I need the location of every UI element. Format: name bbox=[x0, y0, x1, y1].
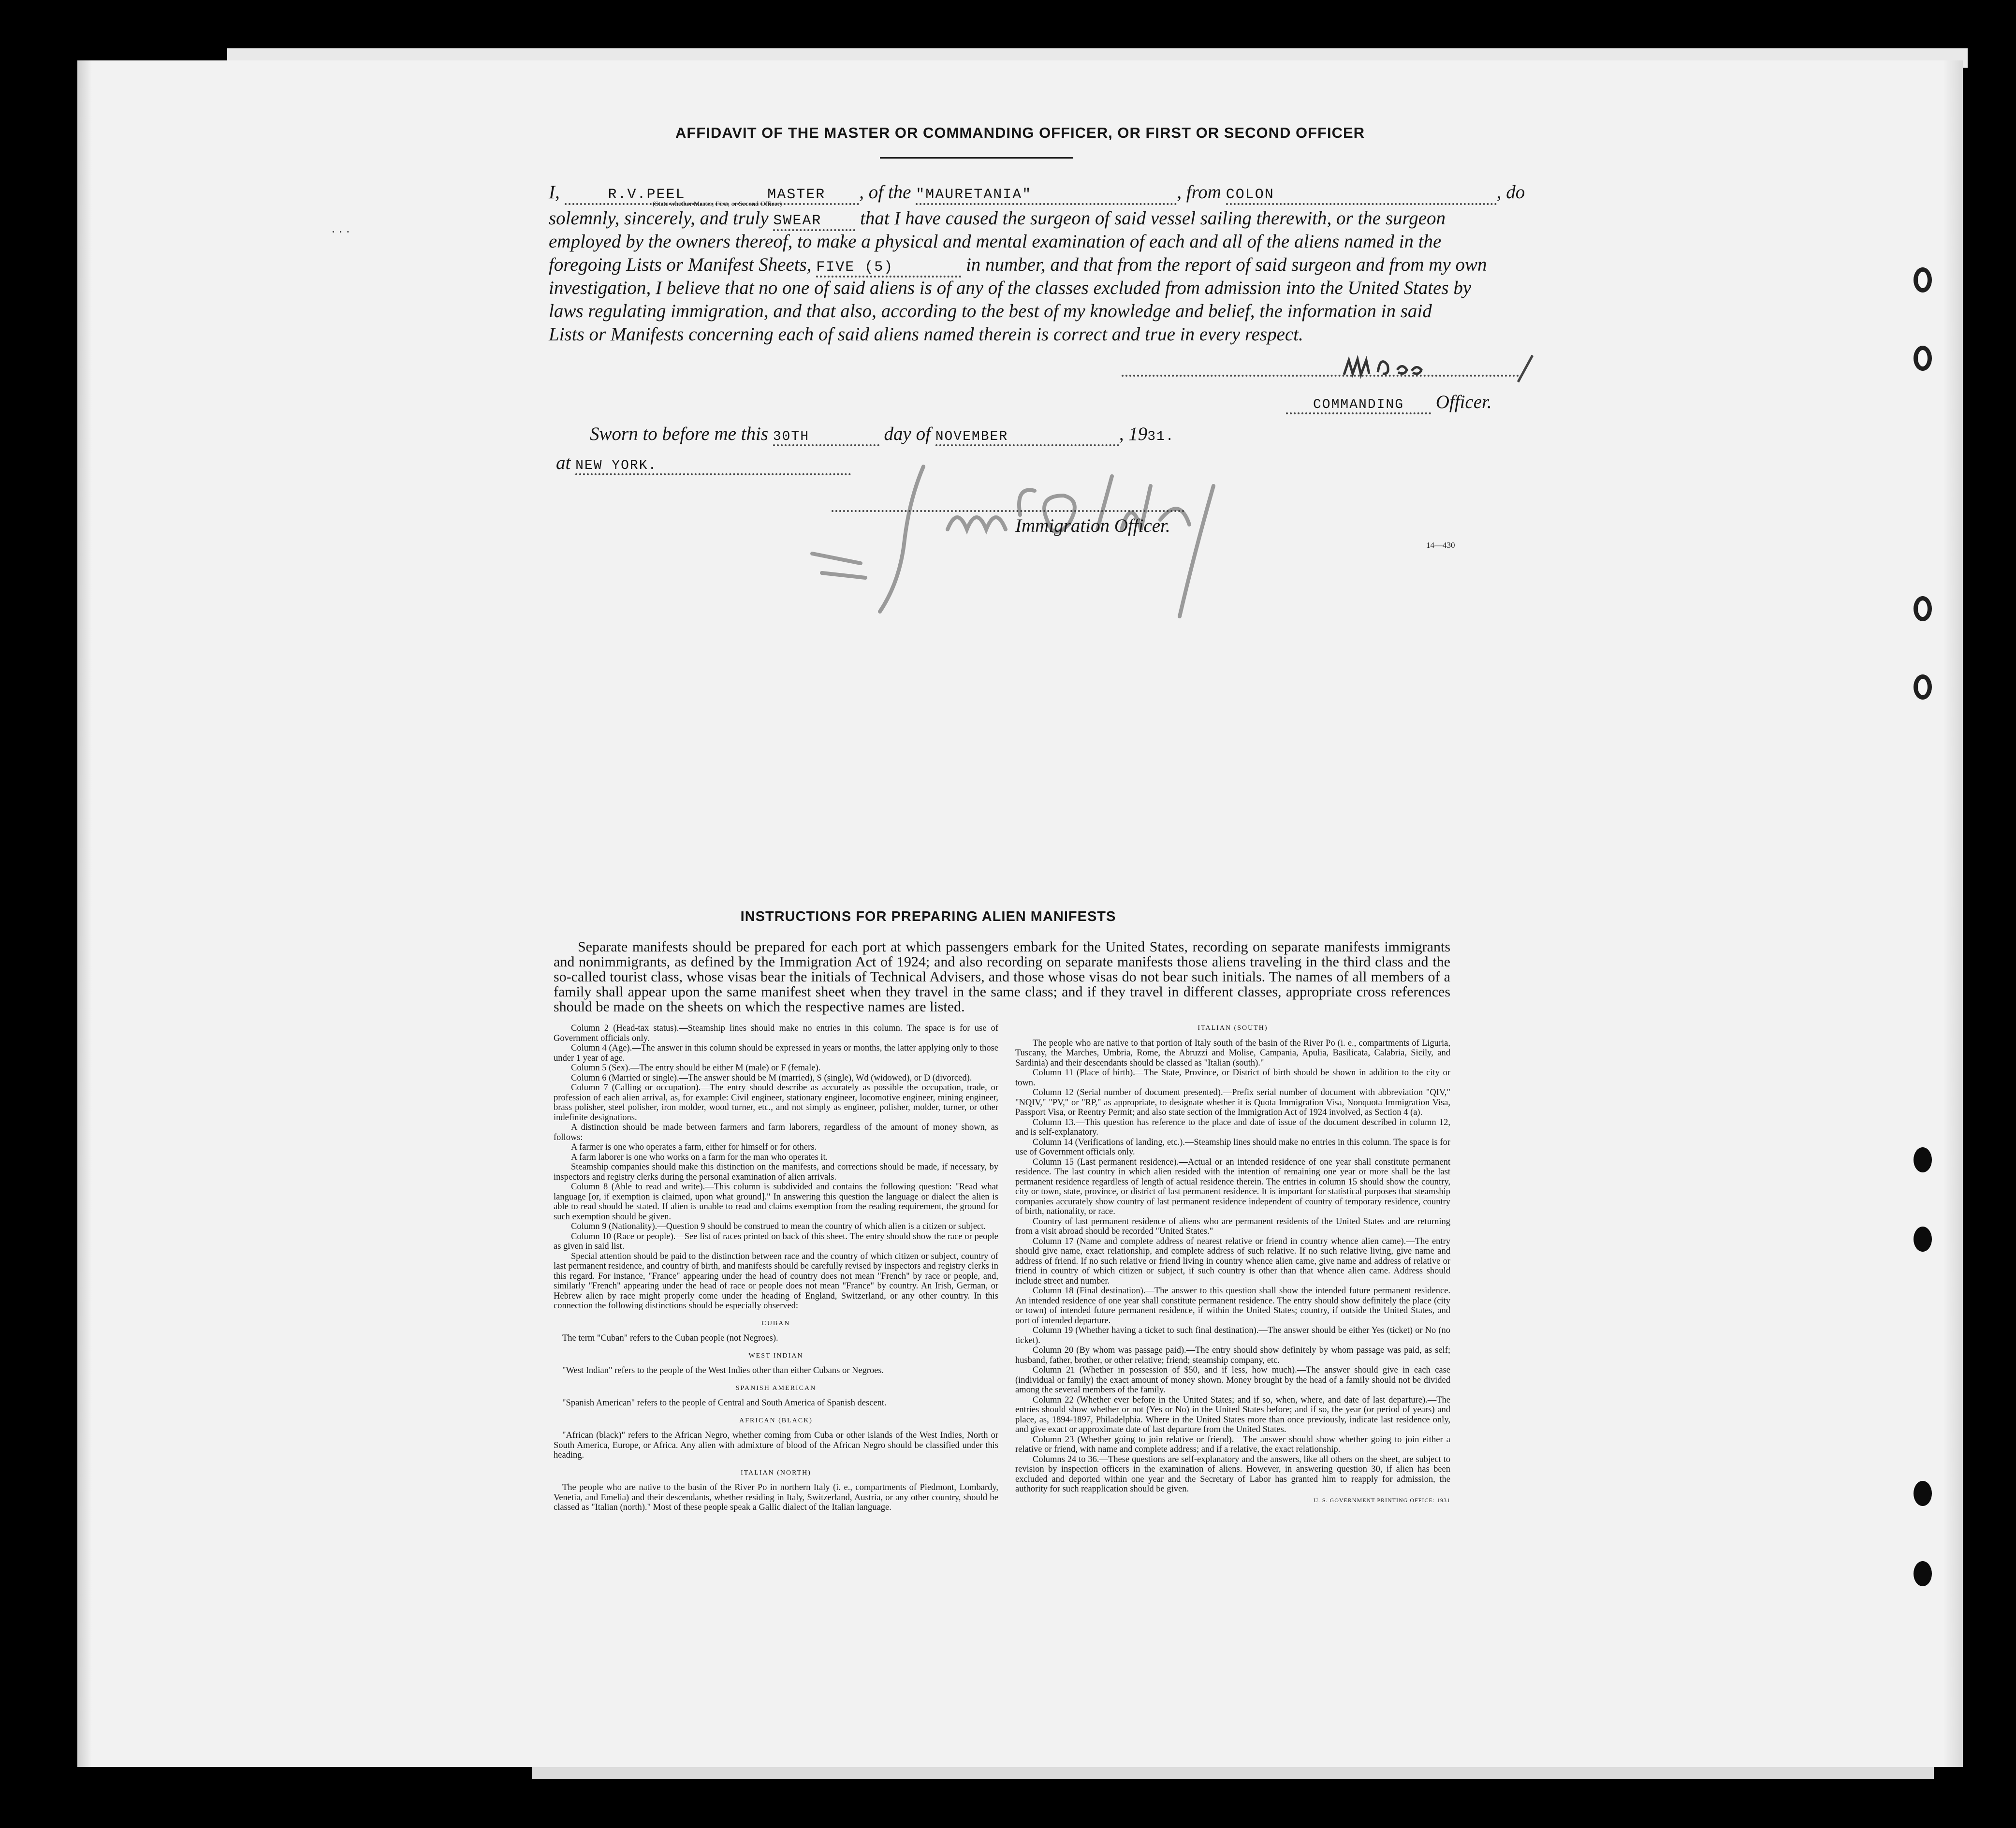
sworn-line bbox=[590, 423, 1175, 446]
instructions-title: INSTRUCTIONS FOR PREPARING ALIEN MANIFESTS bbox=[740, 909, 1116, 924]
instruction-paragraph: The people who are native to that portion of Italy south of the basin of the River Po (i. e., compartments of Liguria, Tuscany, the Marches, Umbria, Rome, the Abruzzi and Molise, Campania, Apulia, Basilicata, Calabria, Sicily, and Sardinia) and their descendants should be classed as "Italian (south)." bbox=[1015, 1038, 1450, 1068]
form-page bbox=[77, 60, 1963, 1767]
instruction-paragraph: Steamship companies should make this distinction on the manifests, and corrections should be made, if necessary, by inspectors and registry clerks during the personal examination of alien arrivals. bbox=[554, 1162, 998, 1182]
immigration-officer-line bbox=[832, 510, 1184, 512]
instruction-paragraph: Column 14 (Verifications of landing, etc.).—Steamship lines should make no entries in this column. The space is for use of Government officials only. bbox=[1015, 1137, 1450, 1157]
binder-hole bbox=[1914, 1561, 1932, 1586]
binder-hole bbox=[1914, 1481, 1932, 1506]
affidavit-line-3: employed by the owners thereof, to make a physical and mental examination of each and all of the aliens named in the bbox=[549, 231, 1442, 252]
sworn-day-field: 30TH bbox=[773, 429, 879, 446]
cuban-text: The term "Cuban" refers to the Cuban people (not Negroes). bbox=[562, 1333, 778, 1343]
of-the-label: , of the bbox=[859, 182, 911, 203]
instruction-paragraph: Column 23 (Whether going to join relative or friend).—The answer should show whether going to join either a relative or friend, with name and complete address; and if a relative, the exact relationship. bbox=[1015, 1434, 1450, 1454]
instruction-paragraph: Column 7 (Calling or occupation).—The entry should describe as accurately as possible the occupation, trade, or profession of each alien arrival, as, for example: Civil engineer, stationary engineer, locomotive engineer, mining engineer, brass polisher, steel polisher, iron molder, wood turner, etc., and not simply as engineer, polisher, molder, turner, or other indefinite designations. bbox=[554, 1083, 998, 1123]
line4-post: in number, and that from the report of said surgeon and from my own bbox=[965, 254, 1487, 275]
page-right-edge bbox=[1943, 60, 1963, 1767]
instruction-paragraph: Column 12 (Serial number of document presented).—Prefix serial number of document with abbreviation "QIV," "NQIV," "PV," or "RP," as appropriate, to designate whether it is Quota Immigration Visa, Nonquota Immigration Visa, Passport Visa, or Reentry Permit; and also state section of the Immigration Act of 1924 involved, as Section 4 (a). bbox=[1015, 1088, 1450, 1117]
sheets-count-field: FIVE (5) bbox=[816, 259, 961, 278]
title-rule bbox=[880, 157, 1073, 159]
instructions-intro: Separate manifests should be prepared for each port at which passengers embark for the United States, recording on separate manifests immigrants and nonimmigrants, as defined by the Immigration Act of 1924; and also recording on separate manifests those aliens traveling in the third class and the so-called tourist class, whose visas bear the initials of Technical Advisers, and those whose visas do not bear such initials. The names of all members of a family shall appear upon the same manifest sheet when they travel in the same class; and if they travel in different classes, appropriate cross references should be made on the sheets on which the respective names are listed. bbox=[554, 939, 1450, 1015]
master-signature bbox=[1257, 346, 1547, 384]
instruction-paragraph: A farm laborer is one who works on a farm for the man who operates it. bbox=[571, 1152, 828, 1162]
affidavit-line-5: investigation, I believe that no one of said aliens is of any of the classes excluded from admission into the United States by bbox=[549, 278, 1472, 298]
binder-hole bbox=[1914, 674, 1932, 700]
sworn-prefix: Sworn to before me this bbox=[590, 424, 769, 444]
affidavit-line-7: Lists or Manifests concerning each of said aliens named therein is correct and true in every respect. bbox=[549, 324, 1303, 345]
left-paragraphs bbox=[554, 1024, 998, 1311]
west-indian-text: "West Indian" refers to the people of the West Indies other than either Cubans or Negroes. bbox=[562, 1366, 884, 1375]
rank-note: (State whether Master, First, or Second Officer) bbox=[653, 201, 782, 208]
line4-pre: foregoing Lists or Manifest Sheets, bbox=[549, 254, 812, 275]
instruction-paragraph: Column 17 (Name and complete address of nearest relative or friend in country whence alien came).—The entry should give name, exact relationship, and complete address of such relative. If no such relative living, give name and address of friend. If no such relative or friend living in country whence alien came, give name and address of relative or friend in country of which citizen or subject, if such country is other than that whence alien came. Address should include street and number. bbox=[1015, 1236, 1450, 1286]
instructions-left-column bbox=[554, 1024, 998, 1513]
form-number: 14—430 bbox=[1426, 541, 1455, 550]
instruction-paragraph: Column 13.—This question has reference to the place and date of issue of the document described in column 12, and is self-explanatory. bbox=[1015, 1117, 1450, 1137]
master-signature-line bbox=[1122, 375, 1523, 377]
instruction-paragraph: Columns 24 to 36.—These questions are self-explanatory and the answers, like all others on the sheet, are subject to revision by inspection officers in the examination of aliens. However, in answering question 30, if alien has been excluded and deported within one year and the Secretary of Labor has granted him to reapply for admission, the authority for such reapplication should be given. bbox=[1015, 1454, 1450, 1494]
italian-north-text: The people who are native to the basin of the River Po in northern Italy (i. e., compartments of Piedmont, Lombardy, Venetia, and Emelia) and their descendants, whether residing in Italy, Switzerland, Austria, or any other country, should be classed as "Italian (north)." Most of these people speak a Gallic dialect of the Italian language. bbox=[554, 1483, 998, 1512]
instruction-paragraph: Column 5 (Sex).—The entry should be either M (male) or F (female). bbox=[571, 1063, 821, 1073]
port-from-field: COLON bbox=[1226, 187, 1497, 205]
at-label: at bbox=[556, 453, 571, 473]
immigration-officer-label: Immigration Officer. bbox=[1015, 515, 1170, 536]
page-edge-shadow bbox=[77, 60, 92, 1767]
west-indian-heading: WEST INDIAN bbox=[748, 1352, 803, 1360]
affidavit-line-2 bbox=[549, 207, 1446, 231]
african-text: "African (black)" refers to the African Negro, whether coming from Cuba or other islands of the West Indies, North or South America, Europe, or Africa. Any alien with admixture of blood of the African Negro should be classified under this heading. bbox=[554, 1431, 998, 1460]
instruction-paragraph: Column 2 (Head-tax status).—Steamship lines should make no entries in this column. The space is for use of Government officials only. bbox=[554, 1024, 998, 1043]
spanish-american-text: "Spanish American" refers to the people of Central and South America of Spanish descent. bbox=[562, 1398, 887, 1408]
instruction-paragraph: Column 18 (Final destination).—The answer to this question shall show the intended future permanent residence. An intended residence of one year shall constitute permanent residence. The entry should show definitely the place (city or town) of intended future permanent residence, if within the United States; country, if outside the United States, and port of intended departure. bbox=[1015, 1286, 1450, 1326]
instruction-paragraph: Column 6 (Married or single).—The answer should be M (married), S (single), Wd (widowed), or D (divorced). bbox=[571, 1073, 972, 1083]
line1-prefix: I, bbox=[549, 182, 560, 203]
instruction-paragraph: Column 11 (Place of birth).—The State, Province, or District of birth should be shown in addition to the city or town. bbox=[1015, 1068, 1450, 1088]
affidavit-title: AFFIDAVIT OF THE MASTER OR COMMANDING OFFICER, OR FIRST OR SECOND OFFICER bbox=[675, 124, 1365, 141]
binder-hole bbox=[1914, 267, 1932, 292]
instructions-right-column bbox=[1015, 1024, 1450, 1505]
commanding-officer-line bbox=[1286, 391, 1492, 414]
right-paragraphs bbox=[1015, 1038, 1450, 1494]
instruction-paragraph: Country of last permanent residence of aliens who are permanent residents of the United States and are returning from a visit abroad should be recorded "United States." bbox=[1015, 1216, 1450, 1236]
instruction-paragraph: Column 19 (Whether having a ticket to such final destination).—The answer should be either Yes (ticket) or No (no ticket). bbox=[1015, 1326, 1450, 1345]
instruction-paragraph: Column 10 (Race or people).—See list of races printed on back of this sheet. The entry should show the race or people as given in said list. bbox=[554, 1231, 998, 1251]
instruction-paragraph: A distinction should be made between farmers and farm laborers, regardless of the amount of money shown, as follows: bbox=[554, 1123, 998, 1142]
instruction-paragraph: Column 22 (Whether ever before in the United States; and if so, when, where, and date of last departure).—The entries should show whether or not (Yes or No) in the United States before; and if so, the year (or period of years) and place, as, 1894-1897, Philadelphia. Where in the United States more than once previously, indicate last residence only, and give exact or approximate date of last departure from the United States. bbox=[1015, 1395, 1450, 1434]
instruction-paragraph: Column 4 (Age).—The answer in this column should be expressed in years or months, the latter applying only to those under 1 year of age. bbox=[554, 1043, 998, 1063]
sworn-month-field: NOVEMBER bbox=[935, 429, 1119, 446]
swear-field: SWEAR bbox=[773, 213, 855, 231]
instruction-paragraph: Column 8 (Able to read and write).—This column is subdivided and contains the following question: "Read what language [or, if exemption is claimed, upon what ground]." In answering this question the language or dialect the alien is able to read should be stated. If alien is unable to read and claims exemption from the reading requirement, the ground for such exemption should be given. bbox=[554, 1182, 998, 1222]
affidavit-line-4 bbox=[549, 254, 1487, 278]
binder-hole bbox=[1914, 1227, 1932, 1252]
line2-post: that I have caused the surgeon of said vessel sailing therewith, or the surgeon bbox=[860, 208, 1446, 229]
year-prefix: , 19 bbox=[1119, 424, 1148, 444]
day-of-label: day of bbox=[884, 424, 931, 444]
binder-hole bbox=[1914, 346, 1932, 371]
immigration-officer-signature bbox=[764, 457, 1344, 631]
officer-suffix: Officer. bbox=[1435, 392, 1492, 412]
printer-imprint: U. S. GOVERNMENT PRINTING OFFICE: 1931 bbox=[1314, 1496, 1450, 1504]
do-label: , do bbox=[1496, 182, 1525, 203]
italian-north-heading: ITALIAN (NORTH) bbox=[741, 1469, 811, 1477]
master-name-field: R.V.PEEL bbox=[565, 187, 729, 205]
line2-pre: solemnly, sincerely, and truly bbox=[549, 208, 769, 229]
vessel-name-field: "MAURETANIA" bbox=[916, 187, 1177, 205]
year-suffix: 31. bbox=[1147, 429, 1175, 444]
instruction-paragraph: Special attention should be paid to the distinction between race and the country of which citizen or subject, country of last permanent residence, and country of birth, and manifests should be carefully revised by inspectors and registry clerks in this regard. For instance, "France" appearing under the head of country does not mean "French" by race or people, and, similarly "French" appearing under the head of race or people does not mean "France" by country. An Irish, German, or Hebrew alien by race might properly come under the heading of England, Switzerland, or any other country. In this connection the following distinctions should be especially observed: bbox=[554, 1251, 998, 1311]
african-heading: AFRICAN (BLACK) bbox=[739, 1417, 813, 1424]
instruction-paragraph: Column 9 (Nationality).—Question 9 should be construed to mean the country of which alien is a citizen or subject. bbox=[571, 1222, 986, 1231]
margin-mark: · · · bbox=[331, 225, 350, 239]
instruction-paragraph: Column 20 (By whom was passage paid).—The entry should show definitely by whom passage was paid, as self; husband, father, brother, or other relative; friend; steamship company, etc. bbox=[1015, 1345, 1450, 1365]
spanish-american-heading: SPANISH AMERICAN bbox=[735, 1384, 817, 1392]
location-field: NEW YORK. bbox=[575, 458, 851, 475]
binder-hole bbox=[1914, 1147, 1932, 1172]
officer-title-field: COMMANDING bbox=[1286, 397, 1431, 414]
officer-rank-field: MASTER bbox=[733, 187, 859, 205]
instruction-paragraph: Column 21 (Whether in possession of $50, and if less, how much).—The answer should give in each case (individual or family) the exact amount of money shown. Money brought by the head of a family should not be divided among the several members of the family. bbox=[1015, 1365, 1450, 1395]
cuban-heading: CUBAN bbox=[761, 1319, 790, 1327]
italian-south-heading: ITALIAN (SOUTH) bbox=[1198, 1024, 1268, 1032]
from-label: , from bbox=[1177, 182, 1221, 203]
affidavit-line-6: laws regulating immigration, and that also, according to the best of my knowledge and belief, the information in said bbox=[549, 301, 1432, 322]
binder-hole bbox=[1914, 596, 1932, 621]
instruction-paragraph: Column 15 (Last permanent residence).—Actual or an intended residence of one year shall constitute permanent residence. The last country in which alien resided with the intention of remaining one year or more shall be the last permanent residence regardless of length of actual residence therein. The entries in column 15 should show the country, city or town, state, province, or district of last permanent residence. It is important for statistical purposes that steamship companies accurately show country of last permanent residence independent of country of temporary residence, country of birth, nationality, or race. bbox=[1015, 1157, 1450, 1216]
instruction-paragraph: A farmer is one who operates a farm, either for himself or for others. bbox=[571, 1142, 817, 1152]
